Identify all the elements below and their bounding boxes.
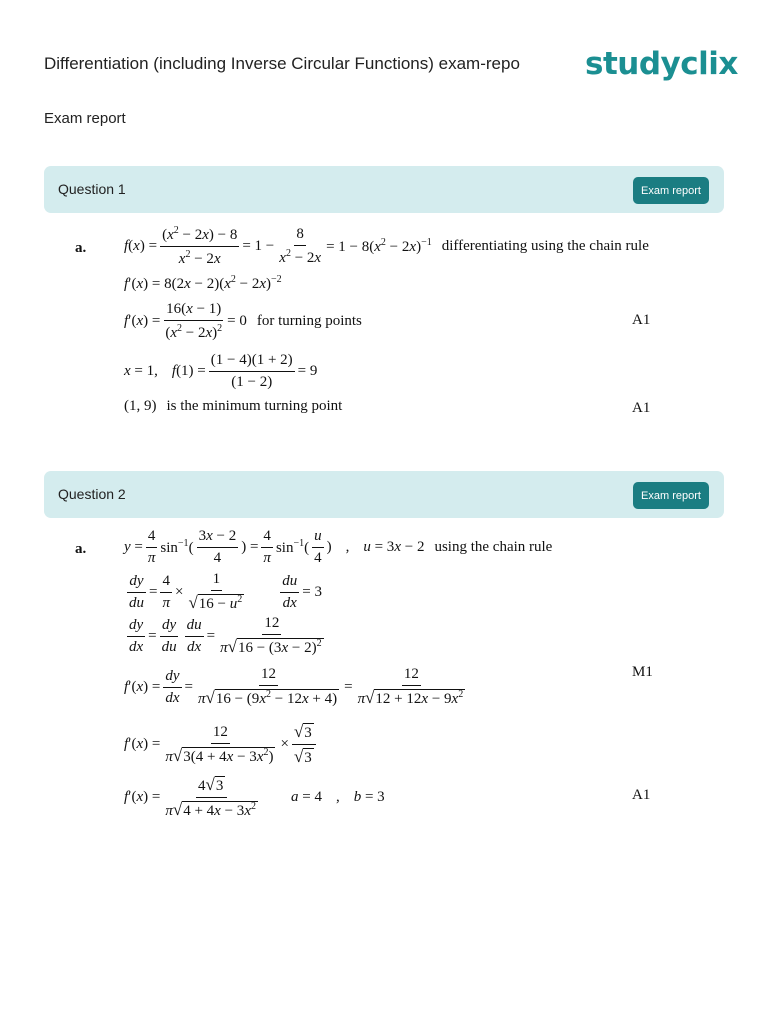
solution-line: $\frac{dy}{dx}$ = $\frac{dy}{du}$ $\frac{du}{dx}$ = $\frac{12}{\pi√16 - (3x - 2)^2}$ [129,615,322,656]
mark-m1: M1 [632,664,653,680]
solution-line: f′(x) = $\frac{4√3}{\pi√4 + 4x - 3x^2}$ a = 4 , b = 3 [124,775,385,819]
studyclix-logo[interactable]: studyclix [585,46,738,82]
question-2-header [44,471,724,518]
solution-line: f′(x) = $\frac{16(x - 1)}{(x^2 - 2x)^2}$ = 0 for turning points [124,301,362,341]
solution-line: f′(x) = $\frac{12}{\pi√3(4 + 4x - 3x^2)}$ × $\frac{√3}{√3}$ [124,722,319,767]
mark-a1: A1 [632,400,651,416]
mark-a1: A1 [632,787,651,803]
solution-line: f(x) = $\frac{(x^2 - 2x) - 8}{x^2 - 2x}$ = 1 − $\frac{8}{x^2 - 2x}$ = $1 - 8(x^2 - 2x)^{-1}$ differentiating using the chain rule [124,225,649,267]
solution-line: x = 1, f(1) = $\frac{(1 - 4)(1 + 2)}{(1 - 2)}$ = 9 [124,352,318,390]
question-2-label: Question 2 [58,486,126,502]
solution-note: is the minimum turning point [166,398,343,414]
solution-note: for turning points [256,313,362,329]
question-2-exam-report-button[interactable]: Exam report [633,482,709,509]
solution-line: y = $\frac{4}{\pi}$ $\sin^{-1}$( 3x − 2 4 ) = $\frac{4}{\pi}$ $\sin^{-1}$( u 4 ) , u = 3x − 2 using the chain rule [124,528,553,566]
question-1-label: Question 1 [58,181,126,197]
page-subtitle: Exam report [44,110,126,127]
part-a-label: a. [75,240,87,256]
part-a-label: a. [75,541,87,557]
solution-line: $f'(x) = 8(2x - 2)(x^2 - 2x)^{-2}$ [124,274,282,292]
page-title: Differentiation (including Inverse Circular Functions) exam-repo [44,54,520,73]
solution-line: $\frac{dy}{du}$ = $\frac{4}{\pi}$ × $\frac{1}{√16 - u^2}$ $\frac{du}{dx}$ = 3 [129,571,322,612]
solution-line: f′(x) = $\frac{dy}{dx}$ = $\frac{12}{\pi√16 - (9x^2 - 12x + 4)}$ = $\frac{12}{\pi√12 + 12x - 9x^2}$ [124,666,464,707]
question-1-header [44,166,724,213]
solution-note: using the chain rule [434,539,553,555]
question-1-exam-report-button[interactable]: Exam report [633,177,709,204]
solution-line: (1, 9) is the minimum turning point [124,398,343,414]
solution-note: differentiating using the chain rule [441,238,649,254]
mark-a1: A1 [632,312,651,328]
